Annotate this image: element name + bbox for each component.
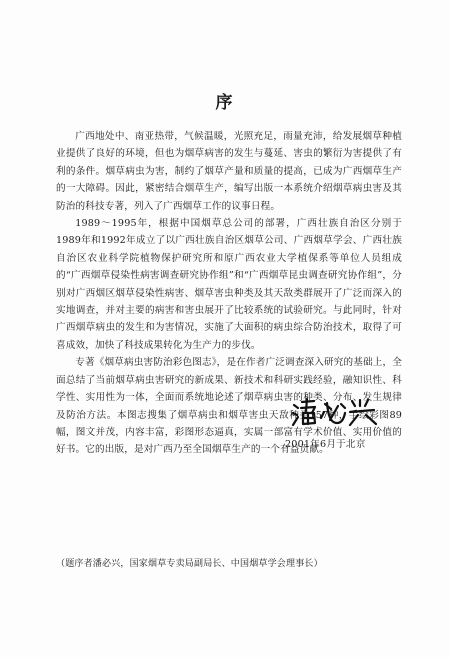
paragraph-1: 广西地处中、南亚热带，气候温暖，光照充足，雨量充沛，给发展烟草种植业提供了良好的环境，但也为烟草病害的发生与蔓延、害虫的繁衍为害提供了有利的条件。烟草病虫为害，制约了烟草产量和质量的提高，已成为广西烟草生产的一大障碍。因此，紧密结合烟草生产，编写出版一本系统介绍烟草病虫害及其防治的科技专著，列入了广西烟草工作的议事日程。 — [56, 131, 402, 212]
handwritten-signature — [290, 396, 380, 430]
page-title: 序 — [215, 93, 235, 113]
paragraph-3: 专著《烟草病虫害防治彩色图志》，是在作者广泛调查深入研究的基础上，全面总结了当前烟草病虫害研究的新成果、新技术和科研实践经验，融知识性、科学性、实用性为一体，全面而系统地论述了烟草病虫害的种类、分布、发生规律及防治方法。本图志搜集了烟草病虫和烟草害虫天敌种类157种，手绘彩图89幅，图文并茂，内容丰富，彩图形态逼真，实属一部富有学术价值、实用价值的好书。它的出版，是对广西乃至全国烟草生产的一个有益贡献。 — [56, 357, 402, 456]
signature-date: 2001年6月于北京 — [285, 439, 366, 450]
preface-author-note: （题序者潘必兴，国家烟草专卖局副局长、中国烟草学会理事长） — [56, 559, 323, 569]
paragraph-2: 1989～1995年，根据中国烟草总公司的部署，广西壮族自治区分别于1989年和1992年成立了以广西壮族自治区烟草公司、广西烟草学会、广西壮族自治区农业科学院植物保护研究所和原广西农业大学植保系等单位人员组成的“广西烟草侵染性病害调查研究协作组”和“广西烟草昆虫调查研究协作组”，分别对广西烟区烟草侵染性病害、烟草害虫种类及其天敌类群展开了广泛而深入的实地调查，并对主要的病害和害虫展开了比较系统的试验研究。与此同时，针对广西烟草病虫的发生和为害情况，实施了大面积的病虫综合防治技术，取得了可喜成效，加快了科技成果转化为生产力的步伐。 — [56, 218, 402, 351]
